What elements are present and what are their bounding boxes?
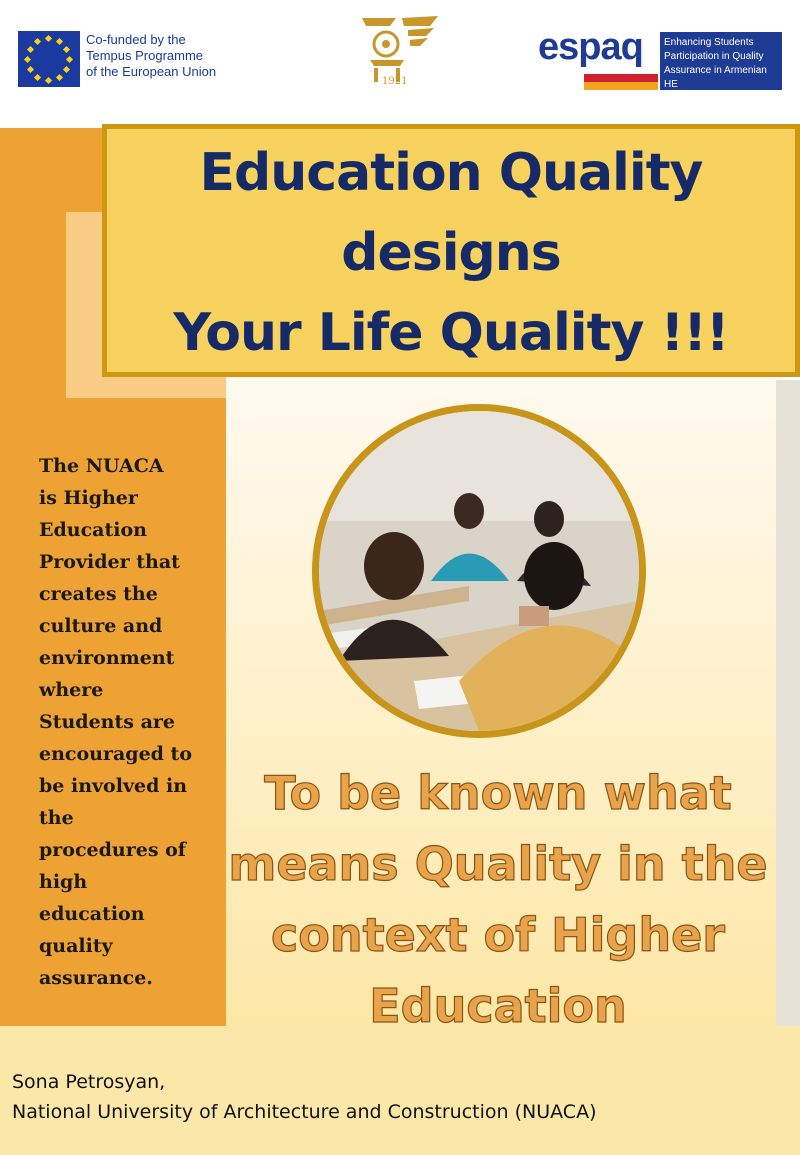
emblem-year: 1921 (382, 76, 408, 87)
eu-text-line: Co-funded by the (86, 32, 186, 47)
nuaca-emblem-icon (356, 8, 442, 92)
slogan-line: means Quality in the (228, 837, 768, 891)
nuaca-description (39, 450, 199, 994)
description-line: culture and (39, 615, 163, 637)
title-line: designs (341, 223, 561, 283)
slogan (228, 758, 768, 1042)
description-line: procedures of (39, 839, 186, 861)
description-line: high (39, 871, 88, 893)
slogan-line: To be known what (264, 766, 732, 820)
espaq-color-bars (584, 74, 658, 90)
description-line: the (39, 807, 74, 829)
description-line: The NUACA (39, 455, 164, 477)
description-line: education (39, 903, 145, 925)
espaq-wordmark: espaq (538, 26, 643, 68)
description-line: be involved in (39, 775, 188, 797)
description-line: Provider that (39, 551, 180, 573)
title-line: Your Life Quality !!! (173, 303, 729, 363)
espaq-tagline-box (660, 32, 782, 90)
author-name: Sona Petrosyan, (12, 1071, 166, 1093)
eu-text-line: of the European Union (86, 64, 217, 79)
description-line: where (39, 679, 104, 701)
title-box (102, 124, 800, 377)
espaq-tagline-line: Enhancing Students (664, 37, 754, 48)
eu-flag-icon (18, 31, 80, 87)
description-line: Students are (39, 711, 175, 733)
description-line: environment (39, 647, 175, 669)
slogan-line: context of Higher (271, 908, 725, 962)
espaq-logo (538, 26, 784, 92)
students-photo (312, 404, 646, 738)
title-line: Education Quality (199, 143, 703, 203)
description-line: assurance. (39, 967, 153, 989)
author-affiliation: National University of Architecture and Construction (NUACA) (12, 1101, 597, 1123)
description-line: creates the (39, 583, 158, 605)
eu-cofunded-text (86, 32, 236, 80)
description-line: quality (39, 935, 113, 957)
slogan-line: Education (369, 979, 627, 1033)
espaq-tagline-line: Participation in Quality (664, 51, 764, 62)
espaq-tagline-line: Assurance in Armenian HE (664, 65, 767, 90)
description-line: is Higher (39, 487, 138, 509)
description-line: Education (39, 519, 147, 541)
description-line: encouraged to (39, 743, 193, 765)
eu-text-line: Tempus Programme (86, 48, 204, 63)
right-grey-strip (776, 380, 800, 1026)
students-photo-illustration (319, 411, 639, 731)
header-logos (0, 0, 800, 128)
author-credit (12, 1067, 596, 1127)
